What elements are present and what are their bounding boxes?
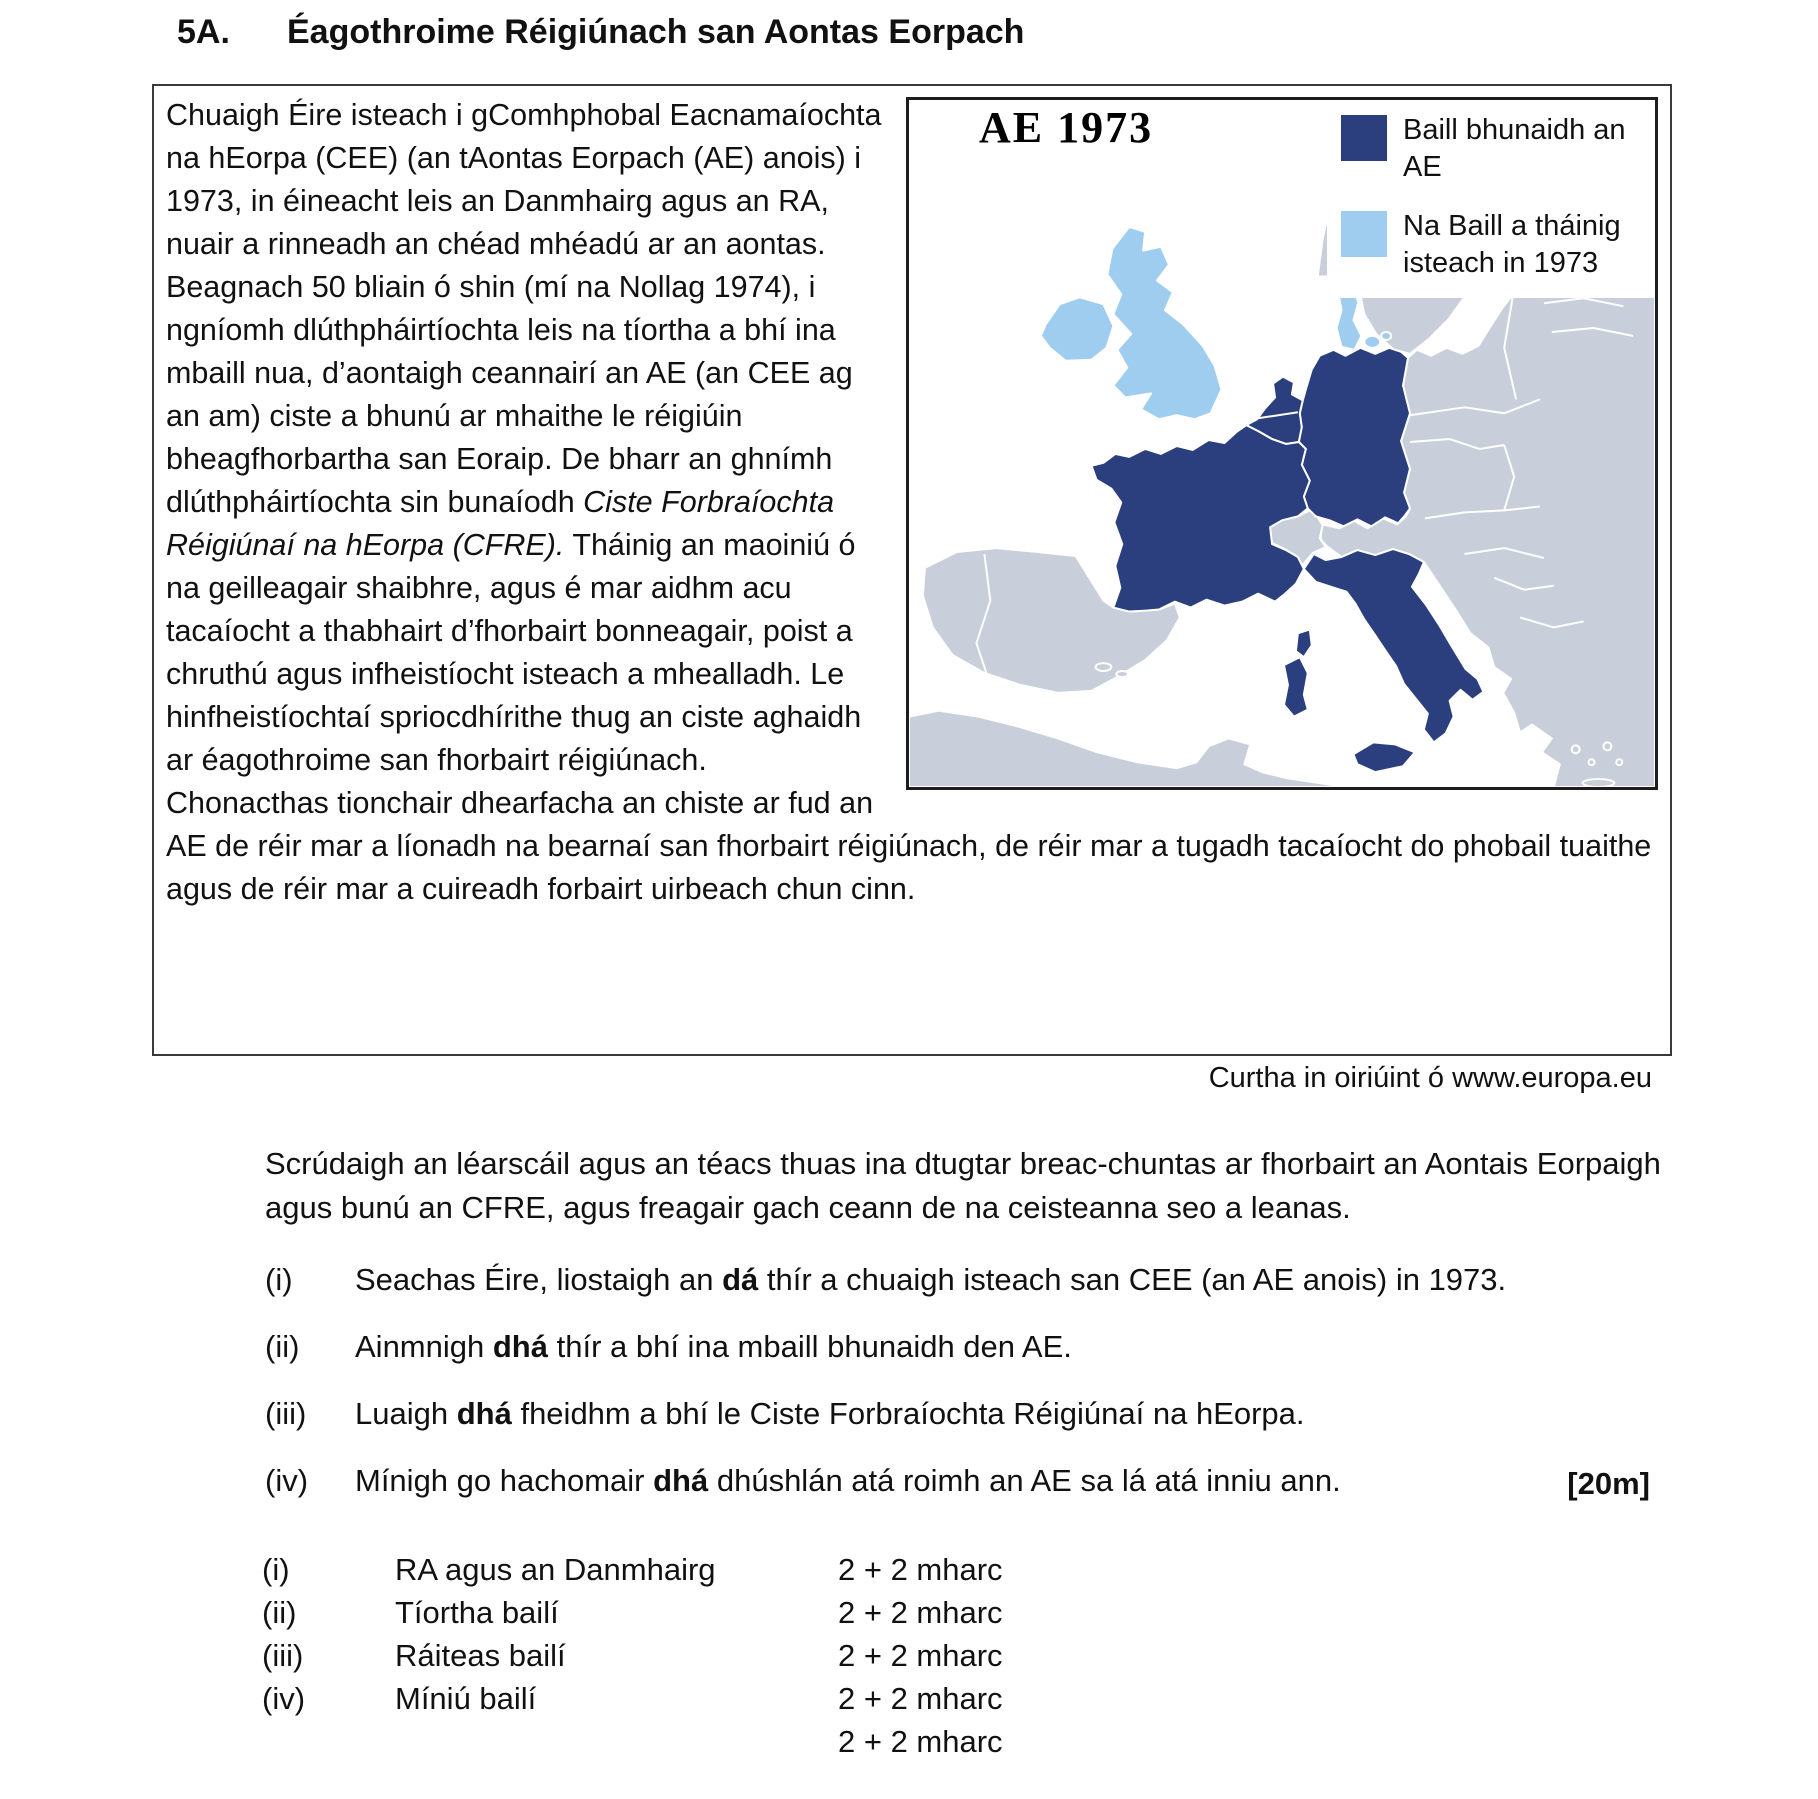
- question-number: (ii): [265, 1329, 300, 1364]
- question-item: [265, 1258, 1695, 1302]
- map-title: AE 1973: [979, 103, 1154, 152]
- legend-row-joined-1973: [1341, 208, 1653, 282]
- question-item: [265, 1392, 1695, 1436]
- answer-label: Míniú bailí: [395, 1681, 537, 1716]
- section-title: Éagothroime Réigiúnach san Aontas Eorpach: [287, 13, 1025, 51]
- denmark-island: [1381, 332, 1391, 340]
- marking-row: [262, 1677, 1003, 1720]
- founding-members-swatch: [1341, 115, 1387, 161]
- question-text: Luaigh dhá fheidhm a bhí le Ciste Forbraíochta Réigiúnaí na hEorpa.: [355, 1396, 1305, 1431]
- map-legend: [1327, 100, 1655, 298]
- greek-island: [1603, 742, 1611, 750]
- paragraph-text: Beagnach 50 bliain ó shin (mí na Nollag 1974), i ngníomh dlúthpháirtíochta leis na tíortha a bhí ina mbaill nua, d’aontaigh ceannairí an AE (an CEE ag an am) ciste a bhunú ar mhaithe le réigiúin bheagfhorbartha san Eoraip. De bharr an ghnímh dlúthpháirtíochta sin bunaíodh: [166, 270, 853, 519]
- answer-number: [262, 1720, 395, 1763]
- section-number: 5A.: [177, 13, 230, 51]
- marking-row: [262, 1720, 1003, 1763]
- marking-row: [262, 1548, 1003, 1591]
- box-paragraph-1: Chuaigh Éire isteach i gComhphobal Eacnamaíochta na hEorpa (CEE) (an tAontas Eorpach (AE) anois) i 1973, in éineacht leis an Danmhairg agus an RA, nuair a rinneadh an chéad mhéadú ar an aontas.: [166, 98, 882, 261]
- answer-number: (iv): [262, 1681, 306, 1716]
- balearic-island: [1096, 663, 1112, 671]
- question-item: [265, 1459, 1695, 1503]
- map-figure: [906, 97, 1658, 790]
- stimulus-box: [152, 84, 1672, 1056]
- section-heading: [177, 10, 1024, 54]
- joined-1973-swatch: [1341, 211, 1387, 257]
- legend-row-founding: [1341, 112, 1653, 186]
- germany-shape: [1299, 348, 1410, 526]
- answer-number: (iii): [262, 1638, 304, 1673]
- greek-island: [1589, 759, 1595, 765]
- box-paragraph-3: Chonacthas tionchair dhearfacha an chiste ar fud an AE de réir mar a líonadh na bearnaí san fhorbairt réigiúnach, de réir mar a tugadh tacaíocht do phobail tuaithe agus de réir mar a cuireadh forbairt uirbeach chun cinn.: [166, 786, 1652, 906]
- question-list: [265, 1258, 1695, 1526]
- legend-label: Baill bhunaidh an AE: [1403, 114, 1626, 183]
- answer-number: (i): [262, 1552, 290, 1587]
- total-marks: [20m]: [1567, 1466, 1650, 1501]
- question-number: (iii): [265, 1396, 307, 1431]
- question-item: [265, 1325, 1695, 1369]
- crete-island: [1583, 779, 1615, 787]
- paragraph-text: Tháinig an maoiniú ó na geilleagair shaibhre, agus é mar aidhm acu tacaíocht a thabhairt d’fhorbairt bonneagair, poist a chruthú agus infheistíocht isteach a mhealladh. Le hinfheistíochtaí spriocdhírithe thug an ciste aghaidh ar éagothroime san fhorbairt réigiúnach.: [166, 528, 862, 777]
- legend-label: Na Baill a tháinig isteach in 1973: [1403, 210, 1621, 279]
- instruction-paragraph: Scrúdaigh an léarscáil agus an téacs thuas ina dtugtar breac-chuntas ar fhorbairt an Aontais Eorpaigh agus bunú an CFRE, agus freagair gach ceann de na ceisteanna seo a leanas.: [265, 1146, 1661, 1225]
- marking-scheme: [262, 1548, 1003, 1763]
- answer-marks: 2 + 2 mharc: [838, 1724, 1003, 1759]
- denmark-island: [1364, 336, 1380, 348]
- answer-label: RA agus an Danmhairg: [395, 1552, 716, 1587]
- question-number: (iv): [265, 1463, 309, 1498]
- fund-name-italic: Ciste Forbraíochta Réigiúnaí na hEorpa (CFRE).: [166, 485, 835, 562]
- balearic-island: [1116, 671, 1128, 677]
- answer-label: Tíortha bailí: [395, 1595, 559, 1630]
- question-text: Ainmnigh dhá thír a bhí ina mbaill bhunaidh den AE.: [355, 1329, 1072, 1364]
- source-credit: Curtha in oiriúint ó www.europa.eu: [1208, 1062, 1652, 1094]
- answer-label: [395, 1720, 838, 1763]
- answer-marks: 2 + 2 mharc: [838, 1681, 1003, 1716]
- answer-marks: 2 + 2 mharc: [838, 1595, 1003, 1630]
- marking-row: [262, 1634, 1003, 1677]
- answer-marks: 2 + 2 mharc: [838, 1552, 1003, 1587]
- marking-row: [262, 1591, 1003, 1634]
- greek-island: [1616, 759, 1622, 765]
- question-number: (i): [265, 1262, 293, 1297]
- question-text: Mínigh go hachomair dhá dhúshlán atá roimh an AE sa lá atá inniu ann.: [355, 1463, 1341, 1498]
- answer-marks: 2 + 2 mharc: [838, 1638, 1003, 1673]
- sardinia-shape: [1284, 657, 1308, 716]
- question-text: Seachas Éire, liostaigh an dá thír a chuaigh isteach san CEE (an AE anois) in 1973.: [355, 1262, 1507, 1297]
- answer-number: (ii): [262, 1595, 297, 1630]
- greek-island: [1572, 745, 1580, 753]
- answer-label: Ráiteas bailí: [395, 1638, 566, 1673]
